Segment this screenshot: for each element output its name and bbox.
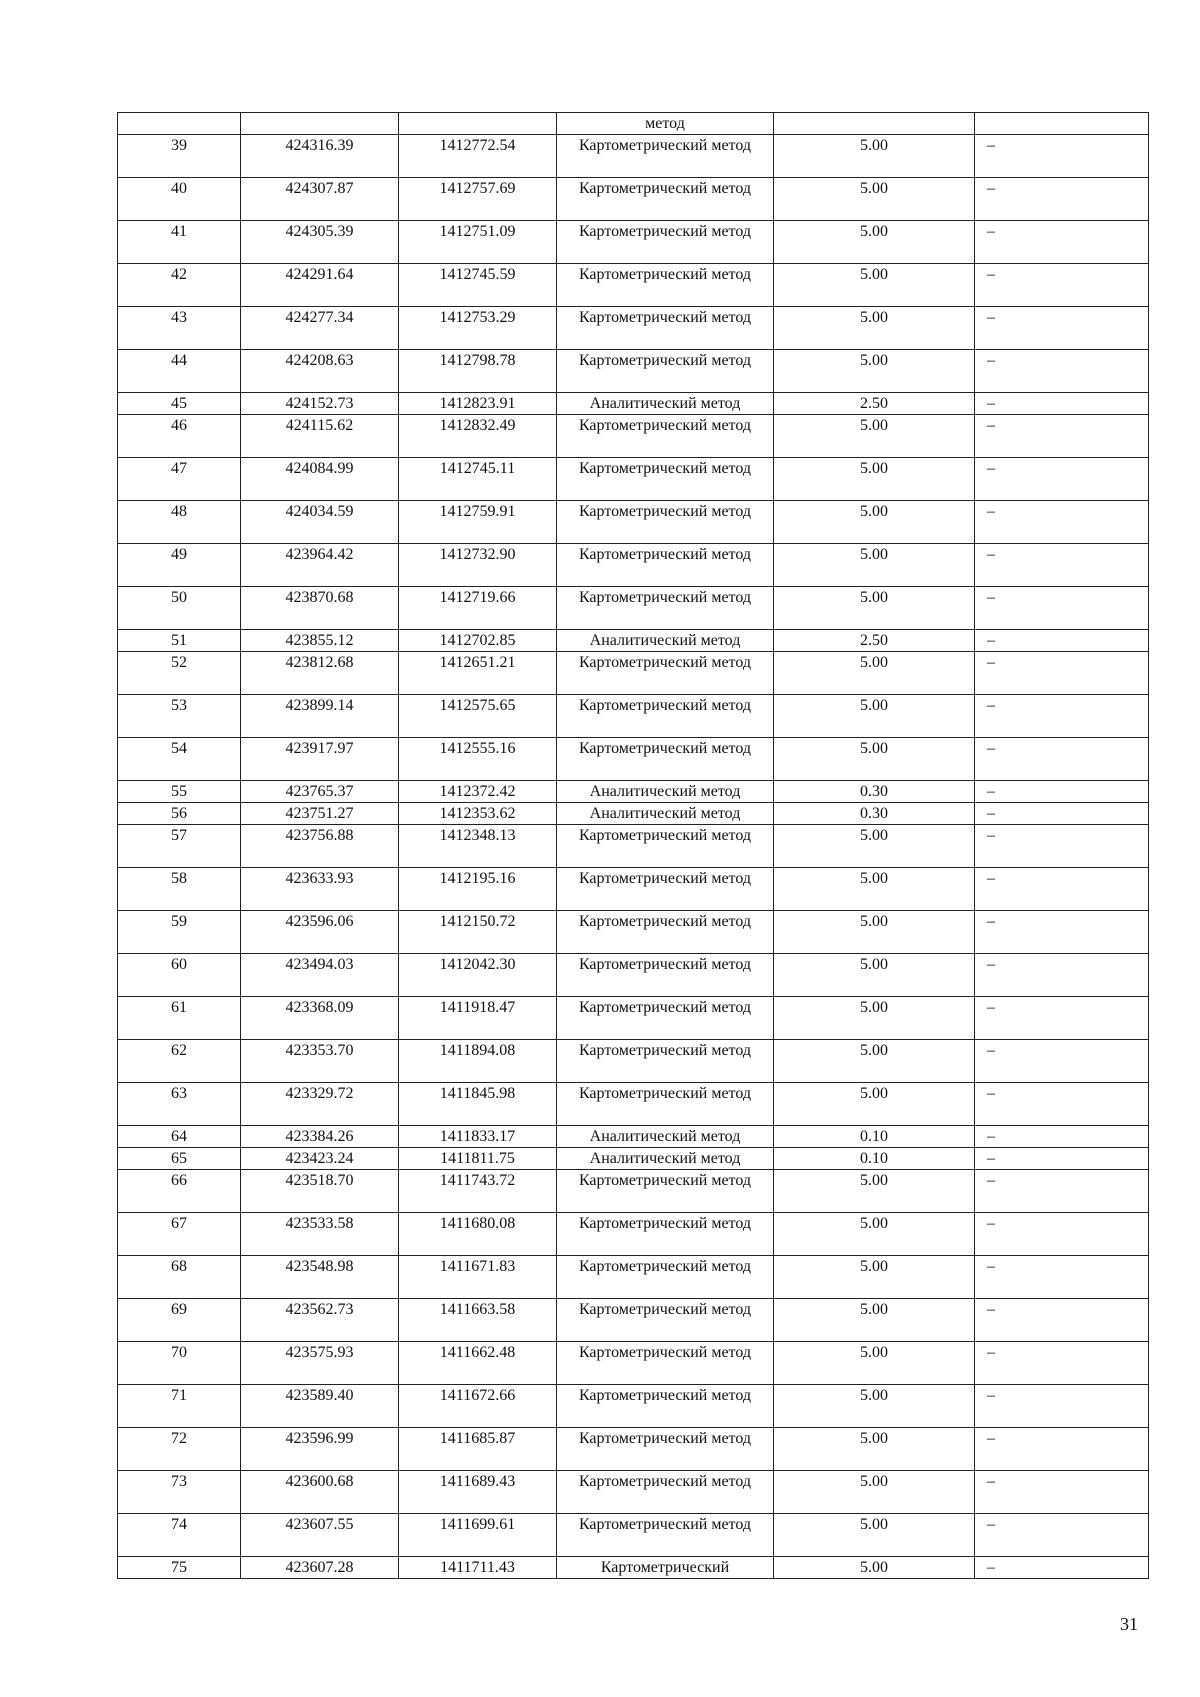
accuracy-cell: 0.30	[774, 803, 975, 825]
point-number-cell: 64	[118, 1126, 241, 1148]
x-coordinate-cell: 424084.99	[241, 458, 399, 501]
accuracy-cell: 5.00	[774, 415, 975, 458]
y-coordinate-cell: 1411671.83	[399, 1256, 557, 1299]
point-number-cell: 73	[118, 1471, 241, 1514]
point-number-cell: 62	[118, 1040, 241, 1083]
y-coordinate-cell: 1411689.43	[399, 1471, 557, 1514]
accuracy-cell: 5.00	[774, 1040, 975, 1083]
y-coordinate-cell: 1412732.90	[399, 544, 557, 587]
note-cell: –	[975, 1428, 1149, 1471]
table-row	[118, 264, 1149, 307]
point-number-cell: 40	[118, 178, 241, 221]
y-coordinate-cell: 1411811.75	[399, 1148, 557, 1170]
table-row	[118, 652, 1149, 695]
note-cell: –	[975, 695, 1149, 738]
note-cell: –	[975, 501, 1149, 544]
accuracy-cell: 5.00	[774, 1514, 975, 1557]
note-cell: –	[975, 1170, 1149, 1213]
point-number-cell: 51	[118, 630, 241, 652]
method-cell: Картометрический метод	[557, 1040, 774, 1083]
point-number-cell: 44	[118, 350, 241, 393]
y-coordinate-cell: 1412798.78	[399, 350, 557, 393]
y-coordinate-cell: 1412348.13	[399, 825, 557, 868]
table-row	[118, 1148, 1149, 1170]
table-row	[118, 178, 1149, 221]
page-number: 31	[1120, 1614, 1138, 1634]
method-cell: Аналитический метод	[557, 1148, 774, 1170]
y-coordinate-cell: 1411662.48	[399, 1342, 557, 1385]
note-cell: –	[975, 911, 1149, 954]
method-cell: Картометрический метод	[557, 652, 774, 695]
method-cell: Картометрический метод	[557, 264, 774, 307]
x-coordinate-cell: 423917.97	[241, 738, 399, 781]
x-coordinate-cell: 423562.73	[241, 1299, 399, 1342]
x-coordinate-cell: 423353.70	[241, 1040, 399, 1083]
table-row	[118, 1170, 1149, 1213]
accuracy-cell: 5.00	[774, 954, 975, 997]
x-coordinate-cell: 423855.12	[241, 630, 399, 652]
note-cell: –	[975, 997, 1149, 1040]
table-row	[118, 630, 1149, 652]
method-cell: Картометрический метод	[557, 544, 774, 587]
y-coordinate-cell: 1412757.69	[399, 178, 557, 221]
accuracy-cell: 5.00	[774, 221, 975, 264]
x-coordinate-cell: 423633.93	[241, 868, 399, 911]
note-cell: –	[975, 587, 1149, 630]
accuracy-cell: 5.00	[774, 350, 975, 393]
method-cell: Аналитический метод	[557, 393, 774, 415]
accuracy-cell: 5.00	[774, 1428, 975, 1471]
y-coordinate-cell	[399, 113, 557, 135]
method-cell: Аналитический метод	[557, 630, 774, 652]
accuracy-cell: 5.00	[774, 1170, 975, 1213]
y-coordinate-cell: 1412772.54	[399, 135, 557, 178]
point-number-cell: 70	[118, 1342, 241, 1385]
point-number-cell: 54	[118, 738, 241, 781]
y-coordinate-cell: 1412832.49	[399, 415, 557, 458]
x-coordinate-cell: 423756.88	[241, 825, 399, 868]
x-coordinate-cell: 424316.39	[241, 135, 399, 178]
x-coordinate-cell: 423596.06	[241, 911, 399, 954]
x-coordinate-cell: 423494.03	[241, 954, 399, 997]
accuracy-cell: 0.10	[774, 1126, 975, 1148]
note-cell: –	[975, 1471, 1149, 1514]
point-number-cell: 75	[118, 1557, 241, 1579]
point-number-cell: 39	[118, 135, 241, 178]
table-row	[118, 1428, 1149, 1471]
x-coordinate-cell: 423607.55	[241, 1514, 399, 1557]
point-number-cell: 69	[118, 1299, 241, 1342]
note-cell: –	[975, 458, 1149, 501]
method-cell: Картометрический метод	[557, 825, 774, 868]
accuracy-cell: 5.00	[774, 911, 975, 954]
table-row	[118, 954, 1149, 997]
table-row	[118, 997, 1149, 1040]
accuracy-cell: 5.00	[774, 501, 975, 544]
table-row	[118, 868, 1149, 911]
note-cell: –	[975, 868, 1149, 911]
table-row	[118, 1385, 1149, 1428]
x-coordinate-cell: 423423.24	[241, 1148, 399, 1170]
accuracy-cell: 5.00	[774, 544, 975, 587]
note-cell: –	[975, 738, 1149, 781]
point-number-cell: 56	[118, 803, 241, 825]
y-coordinate-cell: 1412751.09	[399, 221, 557, 264]
note-cell: –	[975, 803, 1149, 825]
table-row	[118, 458, 1149, 501]
method-cell: Картометрический метод	[557, 1428, 774, 1471]
note-cell: –	[975, 350, 1149, 393]
note-cell: –	[975, 415, 1149, 458]
method-cell: Картометрический	[557, 1557, 774, 1579]
method-cell: Картометрический метод	[557, 911, 774, 954]
table-row	[118, 544, 1149, 587]
method-cell: Картометрический метод	[557, 458, 774, 501]
accuracy-cell: 2.50	[774, 630, 975, 652]
note-cell: –	[975, 264, 1149, 307]
accuracy-cell: 5.00	[774, 825, 975, 868]
method-cell: Картометрический метод	[557, 221, 774, 264]
accuracy-cell: 5.00	[774, 1256, 975, 1299]
x-coordinate-cell: 423329.72	[241, 1083, 399, 1126]
method-cell: Картометрический метод	[557, 1083, 774, 1126]
note-cell: –	[975, 1514, 1149, 1557]
point-number-cell: 58	[118, 868, 241, 911]
table-row	[118, 587, 1149, 630]
y-coordinate-cell: 1412575.65	[399, 695, 557, 738]
note-cell: –	[975, 781, 1149, 803]
y-coordinate-cell: 1412150.72	[399, 911, 557, 954]
y-coordinate-cell: 1411672.66	[399, 1385, 557, 1428]
point-number-cell: 72	[118, 1428, 241, 1471]
method-cell: Аналитический метод	[557, 803, 774, 825]
method-cell: Аналитический метод	[557, 1126, 774, 1148]
y-coordinate-cell: 1411833.17	[399, 1126, 557, 1148]
table-row	[118, 501, 1149, 544]
accuracy-cell: 5.00	[774, 458, 975, 501]
y-coordinate-cell: 1412042.30	[399, 954, 557, 997]
point-number-cell: 45	[118, 393, 241, 415]
table-row	[118, 911, 1149, 954]
accuracy-cell: 5.00	[774, 652, 975, 695]
table-row	[118, 1126, 1149, 1148]
accuracy-cell: 5.00	[774, 1213, 975, 1256]
x-coordinate-cell: 423589.40	[241, 1385, 399, 1428]
point-number-cell: 46	[118, 415, 241, 458]
y-coordinate-cell: 1411845.98	[399, 1083, 557, 1126]
y-coordinate-cell: 1412753.29	[399, 307, 557, 350]
y-coordinate-cell: 1412195.16	[399, 868, 557, 911]
y-coordinate-cell: 1411743.72	[399, 1170, 557, 1213]
point-number-cell: 74	[118, 1514, 241, 1557]
x-coordinate-cell: 423518.70	[241, 1170, 399, 1213]
y-coordinate-cell: 1412823.91	[399, 393, 557, 415]
note-cell: –	[975, 1342, 1149, 1385]
x-coordinate-cell: 423596.99	[241, 1428, 399, 1471]
y-coordinate-cell: 1412651.21	[399, 652, 557, 695]
y-coordinate-cell: 1411711.43	[399, 1557, 557, 1579]
point-number-cell: 53	[118, 695, 241, 738]
table-row	[118, 1342, 1149, 1385]
note-cell: –	[975, 178, 1149, 221]
accuracy-cell: 0.30	[774, 781, 975, 803]
table-row	[118, 393, 1149, 415]
note-cell: –	[975, 307, 1149, 350]
table-row	[118, 1299, 1149, 1342]
x-coordinate-cell: 423384.26	[241, 1126, 399, 1148]
note-cell: –	[975, 1557, 1149, 1579]
method-cell: Картометрический метод	[557, 997, 774, 1040]
y-coordinate-cell: 1411918.47	[399, 997, 557, 1040]
method-cell: метод	[557, 113, 774, 135]
method-cell: Картометрический метод	[557, 1170, 774, 1213]
accuracy-cell: 5.00	[774, 135, 975, 178]
point-number-cell: 47	[118, 458, 241, 501]
x-coordinate-cell: 423600.68	[241, 1471, 399, 1514]
point-number-cell: 65	[118, 1148, 241, 1170]
accuracy-cell: 5.00	[774, 264, 975, 307]
table-row	[118, 803, 1149, 825]
x-coordinate-cell: 424034.59	[241, 501, 399, 544]
method-cell: Картометрический метод	[557, 135, 774, 178]
point-number-cell: 71	[118, 1385, 241, 1428]
note-cell: –	[975, 630, 1149, 652]
y-coordinate-cell: 1411894.08	[399, 1040, 557, 1083]
method-cell: Картометрический метод	[557, 1299, 774, 1342]
note-cell: –	[975, 1385, 1149, 1428]
x-coordinate-cell: 423870.68	[241, 587, 399, 630]
x-coordinate-cell: 423533.58	[241, 1213, 399, 1256]
accuracy-cell: 5.00	[774, 587, 975, 630]
y-coordinate-cell: 1411663.58	[399, 1299, 557, 1342]
accuracy-cell	[774, 113, 975, 135]
note-cell: –	[975, 393, 1149, 415]
x-coordinate-cell: 424115.62	[241, 415, 399, 458]
note-cell: –	[975, 544, 1149, 587]
note-cell	[975, 113, 1149, 135]
y-coordinate-cell: 1412759.91	[399, 501, 557, 544]
method-cell: Картометрический метод	[557, 1342, 774, 1385]
table-row	[118, 350, 1149, 393]
accuracy-cell: 2.50	[774, 393, 975, 415]
method-cell: Картометрический метод	[557, 1256, 774, 1299]
table-row	[118, 1256, 1149, 1299]
table-body	[118, 113, 1149, 1579]
method-cell: Картометрический метод	[557, 1385, 774, 1428]
x-coordinate-cell: 423751.27	[241, 803, 399, 825]
table-row	[118, 1471, 1149, 1514]
accuracy-cell: 5.00	[774, 307, 975, 350]
note-cell: –	[975, 1148, 1149, 1170]
note-cell: –	[975, 1299, 1149, 1342]
table-row	[118, 221, 1149, 264]
x-coordinate-cell	[241, 113, 399, 135]
accuracy-cell: 5.00	[774, 997, 975, 1040]
x-coordinate-cell: 423368.09	[241, 997, 399, 1040]
accuracy-cell: 5.00	[774, 1385, 975, 1428]
x-coordinate-cell: 424307.87	[241, 178, 399, 221]
note-cell: –	[975, 825, 1149, 868]
method-cell: Картометрический метод	[557, 307, 774, 350]
accuracy-cell: 5.00	[774, 1299, 975, 1342]
point-number-cell: 55	[118, 781, 241, 803]
point-number-cell: 59	[118, 911, 241, 954]
table-row	[118, 307, 1149, 350]
method-cell: Картометрический метод	[557, 587, 774, 630]
x-coordinate-cell: 424152.73	[241, 393, 399, 415]
x-coordinate-cell: 423812.68	[241, 652, 399, 695]
accuracy-cell: 0.10	[774, 1148, 975, 1170]
table-row	[118, 738, 1149, 781]
point-number-cell: 48	[118, 501, 241, 544]
accuracy-cell: 5.00	[774, 1342, 975, 1385]
x-coordinate-cell: 423964.42	[241, 544, 399, 587]
point-number-cell: 66	[118, 1170, 241, 1213]
y-coordinate-cell: 1412745.11	[399, 458, 557, 501]
point-number-cell: 41	[118, 221, 241, 264]
table-row	[118, 1514, 1149, 1557]
table-row	[118, 1083, 1149, 1126]
method-cell: Картометрический метод	[557, 695, 774, 738]
x-coordinate-cell: 424277.34	[241, 307, 399, 350]
point-number-cell: 43	[118, 307, 241, 350]
table-row	[118, 695, 1149, 738]
table-row	[118, 1557, 1149, 1579]
table-row	[118, 135, 1149, 178]
note-cell: –	[975, 1126, 1149, 1148]
method-cell: Картометрический метод	[557, 415, 774, 458]
note-cell: –	[975, 1256, 1149, 1299]
accuracy-cell: 5.00	[774, 1471, 975, 1514]
method-cell: Картометрический метод	[557, 1213, 774, 1256]
point-number-cell: 42	[118, 264, 241, 307]
point-number-cell: 60	[118, 954, 241, 997]
accuracy-cell: 5.00	[774, 695, 975, 738]
point-number-cell: 50	[118, 587, 241, 630]
y-coordinate-cell: 1412745.59	[399, 264, 557, 307]
method-cell: Картометрический метод	[557, 501, 774, 544]
y-coordinate-cell: 1411680.08	[399, 1213, 557, 1256]
y-coordinate-cell: 1412353.62	[399, 803, 557, 825]
note-cell: –	[975, 221, 1149, 264]
table-row	[118, 825, 1149, 868]
note-cell: –	[975, 1083, 1149, 1126]
point-number-cell	[118, 113, 241, 135]
note-cell: –	[975, 135, 1149, 178]
x-coordinate-cell: 423607.28	[241, 1557, 399, 1579]
method-cell: Картометрический метод	[557, 178, 774, 221]
accuracy-cell: 5.00	[774, 738, 975, 781]
x-coordinate-cell: 424291.64	[241, 264, 399, 307]
table-row	[118, 1040, 1149, 1083]
y-coordinate-cell: 1411685.87	[399, 1428, 557, 1471]
x-coordinate-cell: 423548.98	[241, 1256, 399, 1299]
point-number-cell: 57	[118, 825, 241, 868]
method-cell: Картометрический метод	[557, 1514, 774, 1557]
method-cell: Картометрический метод	[557, 738, 774, 781]
x-coordinate-cell: 423899.14	[241, 695, 399, 738]
method-cell: Картометрический метод	[557, 350, 774, 393]
y-coordinate-cell: 1411699.61	[399, 1514, 557, 1557]
table-row	[118, 113, 1149, 135]
method-cell: Аналитический метод	[557, 781, 774, 803]
x-coordinate-cell: 424208.63	[241, 350, 399, 393]
y-coordinate-cell: 1412719.66	[399, 587, 557, 630]
note-cell: –	[975, 954, 1149, 997]
y-coordinate-cell: 1412702.85	[399, 630, 557, 652]
note-cell: –	[975, 1040, 1149, 1083]
note-cell: –	[975, 1213, 1149, 1256]
table-row	[118, 1213, 1149, 1256]
y-coordinate-cell: 1412555.16	[399, 738, 557, 781]
accuracy-cell: 5.00	[774, 868, 975, 911]
accuracy-cell: 5.00	[774, 1557, 975, 1579]
table-row	[118, 415, 1149, 458]
coordinates-table	[117, 112, 1149, 1579]
point-number-cell: 49	[118, 544, 241, 587]
point-number-cell: 52	[118, 652, 241, 695]
accuracy-cell: 5.00	[774, 178, 975, 221]
method-cell: Картометрический метод	[557, 1471, 774, 1514]
x-coordinate-cell: 423765.37	[241, 781, 399, 803]
point-number-cell: 63	[118, 1083, 241, 1126]
point-number-cell: 67	[118, 1213, 241, 1256]
point-number-cell: 61	[118, 997, 241, 1040]
point-number-cell: 68	[118, 1256, 241, 1299]
x-coordinate-cell: 423575.93	[241, 1342, 399, 1385]
x-coordinate-cell: 424305.39	[241, 221, 399, 264]
y-coordinate-cell: 1412372.42	[399, 781, 557, 803]
accuracy-cell: 5.00	[774, 1083, 975, 1126]
table-row	[118, 781, 1149, 803]
method-cell: Картометрический метод	[557, 868, 774, 911]
note-cell: –	[975, 652, 1149, 695]
method-cell: Картометрический метод	[557, 954, 774, 997]
